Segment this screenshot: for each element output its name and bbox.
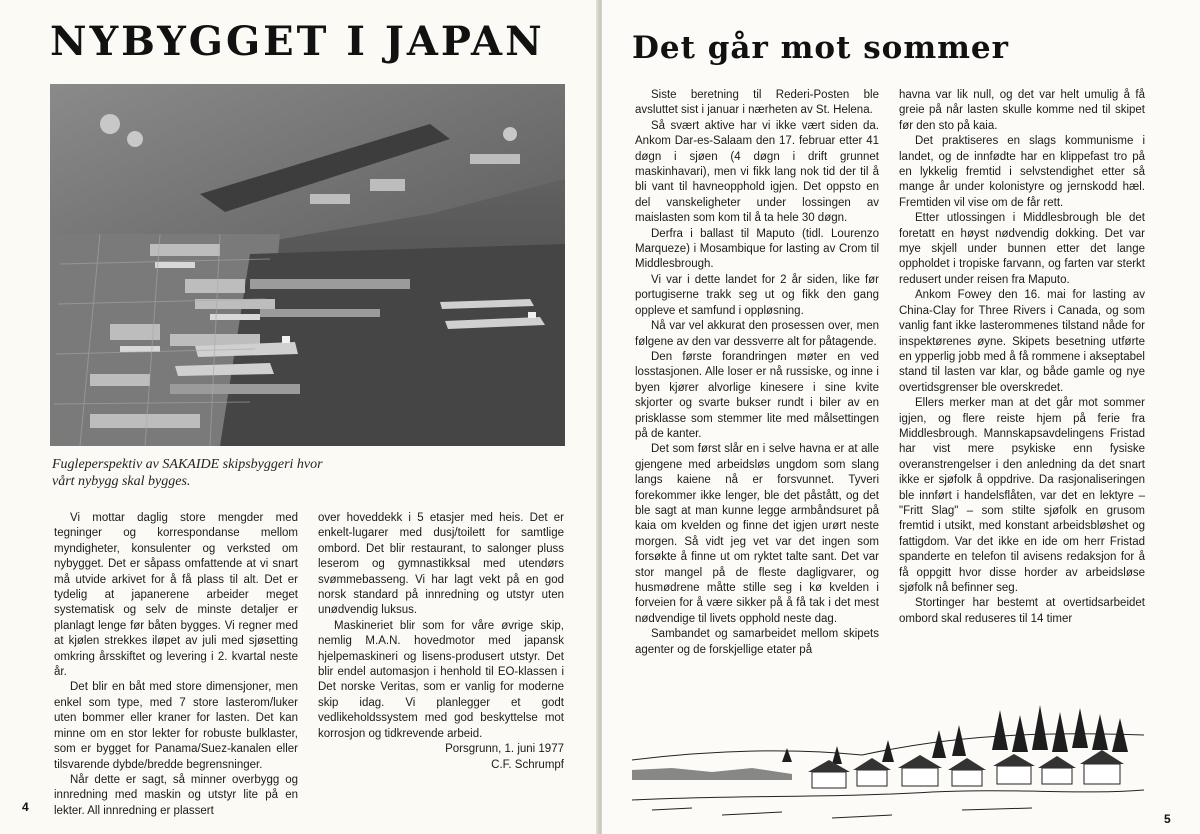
left-headline: NYBYGGET I JAPAN	[50, 18, 545, 65]
right-headline: Det går mot sommer	[632, 30, 1009, 66]
paragraph: Derfra i ballast til Maputo (tidl. Lourenzo Marqueze) i Mosambique for lasting av Crom til Middlesbrough.	[635, 227, 879, 271]
paragraph: Ellers merker man at det går mot sommer igjen, og flere reiste hjem på ferie fra Middlesbrough. Mannskapsavdelingens Fristad har vist mere psykiske enn fysiske overanstrengelser i den anledning da det snart ikke er sjøfolk å oppdrive. Da rasjonaliseringen ble innført i handelsflåten, var det en lektyre – "Fritt Slag" – som stilte sjøfolk en grusom fremtid i utsikt, med konstant arbeidsbløshet og fattigdom. Var det ikke en ide om herr Fristad spanderte en telefon til avisens redaksjon for å få oppgitt hvor disse horder av arbeidsløse sjøfolk nå befinner seg.	[899, 397, 1145, 594]
paragraph: Vi var i dette landet for 2 år siden, like før portugiserne trakk seg ut og fikk den gang oppleve et samfund i oppløsning.	[635, 273, 879, 317]
paragraph: Det blir en båt med store dimensjoner, men enkel som type, med 7 store lasterom/luker uten bommer eller kraner for lasten. Det kan minne om en stor lekter for robuste bulklaster, som er bygget for Panama/Suez-kanalen eller tilsvarende dybde/bredde begrensninger.	[54, 681, 298, 771]
page-number-right: 5	[1164, 812, 1171, 826]
paragraph: Nå var vel akkurat den prosessen over, men følgene av den var dessverre alt for påtagende.	[635, 320, 879, 348]
right-column-1	[635, 88, 879, 658]
paragraph: havna var lik null, og det var helt umulig å få greie på når lasten skulle komme ned til skipet før den sto på kaia.	[899, 89, 1145, 132]
paragraph: Vi mottar daglig store mengder med tegninger og korrespondanse mellom myndigheter, konsulenter og verksted om nybygget. Det er såpass omfattende at vi snart må utvide arkivet for å få plass til alt. Det er tydelig at japanerene arbeider meget systematisk og selv de minste detaljer er planlagt lenge før båten bygges. Vi regner med at kjølen strekkes iløpet av juli med sjøsetting omkring årsskiftet og levering i 2. kvartal neste år.	[54, 512, 298, 679]
paragraph: Den første forandringen møter en ved losstasjonen. Alle loser er nå russiske, og inne i byen kjører alvorlige kinesere i sine kvite skjorter og svarte bukser rundt i biler av en prisklasse som stemmer lite med målsettingen på de kanter.	[635, 350, 879, 440]
paragraph: Ankom Fowey den 16. mai for lasting av China-Clay for Three Rivers i Canada, og som vanlig fant ikke lasterommenes tilstand nåde for inspektørenes øyne. Skipets besetning utførte en ypperlig jobb med å få rommene i akseptabel stand til lasten var klar, og både gamle og nye overtidsgrenser ble overskredet.	[899, 289, 1145, 394]
signoff-name: C.F. Schrumpf	[491, 758, 564, 771]
page-number-left: 4	[22, 800, 29, 814]
paragraph: Siste beretning til Rederi-Posten ble avsluttet sist i januar i nærheten av St. Helena.	[635, 89, 879, 117]
paragraph: Det praktiseres en slags kommunisme i landet, og de innfødte har en klippefast tro på en lykkelig fremtid i selvstendighet etter så mange år under kolonistyre og jernskodd hæl. Fremtiden vil vise om de får rett.	[899, 135, 1145, 209]
photo-caption: Fugleperspektiv av SAKAIDE skipsbyggeri hvor vårt nybygg skal bygges.	[52, 457, 323, 489]
right-column-2	[899, 88, 1145, 627]
paragraph: Maskineriet blir som for våre øvrige skip, nemlig M.A.N. hovedmotor med japansk hjelpemaskineri og lisens-produsert utstyr. Det blir endel automasjon i henhold til EO-klassen i Det norske Veritas, som er vanlig for moderne skip idag. Vi planlegger et godt vedlikeholdssystem med god beskyttelse mot korrosjon og tidkrevende arbeid.	[318, 619, 564, 740]
landscape-sketch-illustration	[632, 700, 1144, 824]
paragraph: over hoveddekk i 5 etasjer med heis. Det er enkelt-lugarer med dusj/toilett for samtlige ombord. Det blir restaurant, to salonger pluss leserom og gymnastikksal med utendørs svømmebasseng. Vi har lagt vekt på en god norsk standard på innredning og utstyr uten unødvendig luksus.	[318, 512, 564, 617]
paragraph: Så svært aktive har vi ikke vært siden da. Ankom Dar-es-Salaam den 17. februar etter 41 døgn i sjøen (4 døgn i drift grunnet maskinhavari), men vi fikk lang nok tid der til å bli vant til havneopphold igjen. Det oppsto en del vanskeligheter under lossingen av maislasten som kom til å ta hele 30 døgn.	[635, 119, 879, 225]
paragraph: Når dette er sagt, så minner overbygg og innredning med maskin og utstyr lite på en lekter. All innredning er plassert	[54, 773, 298, 817]
paragraph: Stortinger har bestemt at overtidsarbeidet ombord skal reduseres til 14 timer	[899, 597, 1145, 625]
signoff-place-date: Porsgrunn, 1. juni 1977	[445, 743, 564, 756]
village-landscape-sketch	[632, 700, 1144, 824]
paragraph: Sambandet og samarbeidet mellom skipets agenter og de forskjellige etater på	[635, 628, 879, 656]
paragraph: Det som først slår en i selve havna er at alle gjengene med arbeidsløs ungdom som slang langs kaiene nå er forsvunnet. Tyveri forekommer ikke lenger, ble det påstått, og det ble sagt at man kunne legge armbåndsuret på kaia om kvelden og finne det igjen urørt neste morgen. Så vidt jeg vet var det ingen som forsøkte å finne ut om ryktet talte sant. Det var stor mangel på de fleste dagligvarer, og husmødrene måtte stille seg i kø kvelden i forveien for å være sikker på å få tak i det mest nødvendige til livets opphold neste dag.	[635, 443, 879, 625]
paragraph: Etter utlossingen i Middlesbrough ble det foretatt en høyst nødvendig dokking. Det var mye skjell under bunnen etter det lange oppholdet i tropiske farvann, og farten var sterkt redusert under reisen fra Maputo.	[899, 212, 1145, 286]
